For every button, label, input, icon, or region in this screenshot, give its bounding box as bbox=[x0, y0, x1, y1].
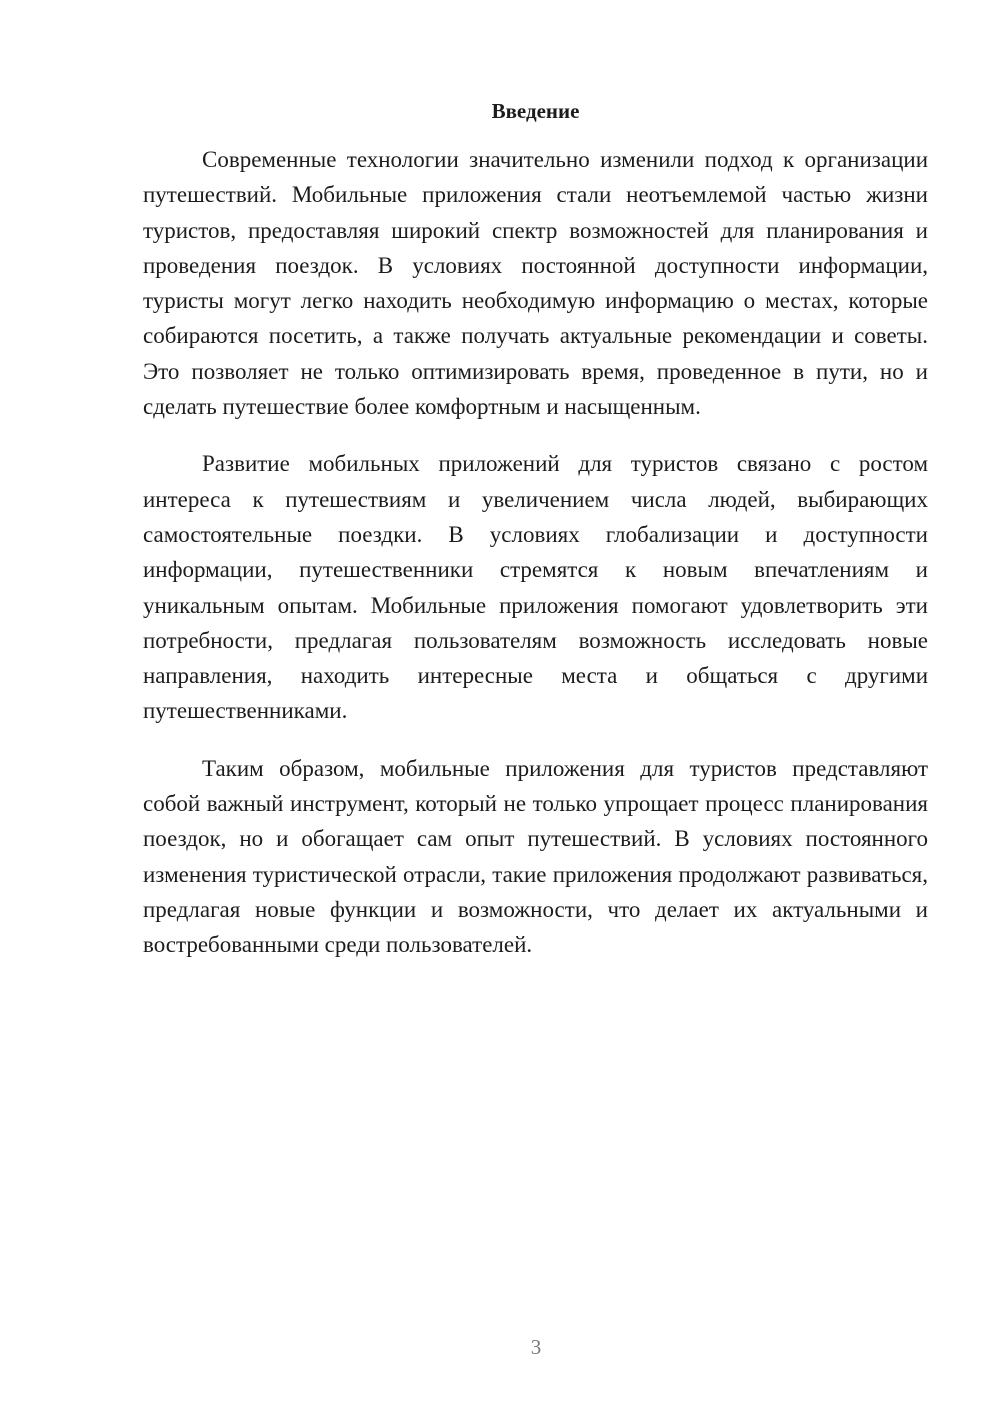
section-heading: Введение bbox=[491, 99, 580, 123]
paragraph-2: Развитие мобильных приложений для туристов связано с ростом интереса к путешествиям и увеличением числа людей, выбирающих самостоятельные поездки. В условиях глобализации и доступности информации, путешественники стремятся к новым впечатлениям и уникальным опытам. Мобильные приложения помогают удовлетворить эти потребности, предлагая пользователям возможность исследовать новые направления, находить интересные места и общаться с другими путешественниками. bbox=[143, 451, 928, 724]
paragraph-3: Таким образом, мобильные приложения для туристов представляют собой важный инструмент, который не только упрощает процесс планирования поездок, но и обогащает сам опыт путешествий. В условиях постоянного изменения туристической отрасли, такие приложения продолжают развиваться, предлагая новые функции и возможности, что делает их актуальными и востребованными среди пользователей. bbox=[143, 755, 928, 958]
page-number: 3 bbox=[530, 1335, 542, 1359]
paragraph-1: Современные технологии значительно изменили подход к организации путешествий. Мобильные приложения стали неотъемлемой частью жизни туристов, предоставляя широкий спектр возможностей для планирования и проведения поездок. В условиях постоянной доступности информации, туристы могут легко находить необходимую информацию о местах, которые собираются посетить, а также получать актуальные рекомендации и советы. Это позволяет не только оптимизировать время, проведенное в пути, но и сделать путешествие более комфортным и насыщенным. bbox=[143, 147, 928, 420]
body-text bbox=[143, 142, 928, 985]
